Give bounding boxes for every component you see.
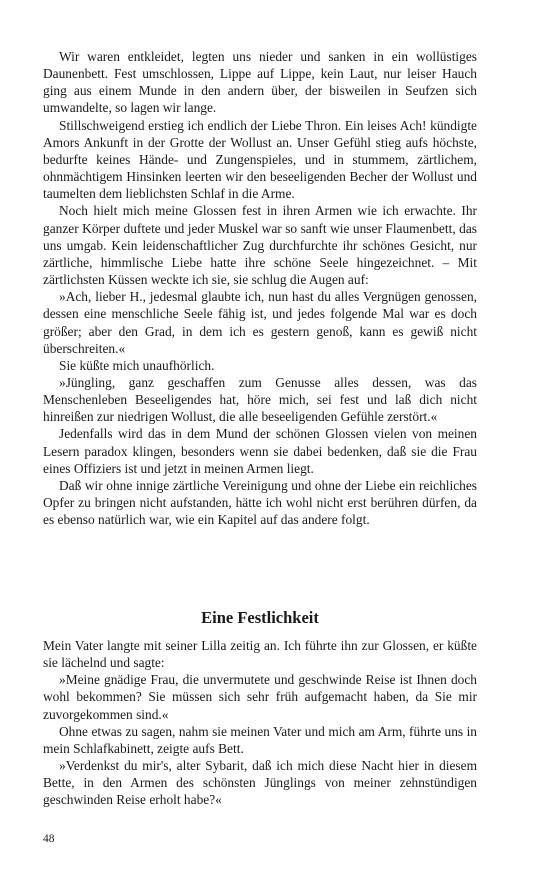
paragraph: Wir waren entkleidet, legten uns nieder und sanken in ein wollüstiges Daunenbett. Fest umschlossen, Lippe auf Lippe, kein Laut, nur leiser Hauch ging aus einem Munde in den andern über, der bisweilen in Seufzen sich umwandelte, so lagen wir lange. xyxy=(43,49,477,116)
body-text-top xyxy=(43,48,477,528)
paragraph: Sie küßte mich unaufhörlich. xyxy=(59,357,215,373)
paragraph: »Verdenkst du mir's, alter Sybarit, daß ich mich diese Nacht hier in diesem Bette, in den Armen des schönsten Jünglings von meiner zehnstündigen geschwinden Reise erholt habe?« xyxy=(43,758,477,808)
paragraph: Stillschweigend erstieg ich endlich der Liebe Thron. Ein leises Ach! kündigte Amors Ankunft in der Grotte der Wollust an. Unser Gefühl stieg aufs höchste, bedurfte keines Hände- und Zungenspieles, und in stummem, zärtlichem, ohnmächtigem Hinsinken leerten wir den beseeligenden Becher der Wollust und taumelten dem lieblichsten Schlaf in die Arme. xyxy=(43,117,477,202)
body-text-bottom xyxy=(43,637,477,809)
paragraph: Ohne etwas zu sagen, nahm sie meinen Vater und mich am Arm, führte uns in mein Schlafkabinett, zeigte aufs Bett. xyxy=(43,723,477,756)
paragraph: Noch hielt mich meine Glossen fest in ihren Armen wie ich erwachte. Ihr ganzer Körper duftete und jeder Muskel war so sanft wie unser Flaumenbett, das uns umgab. Kein leidenschaftlicher Zug durchfurchte ihr schönes Gesicht, nur zärtliche, himmlische Liebe hatte ihre schöne Seele hingezeichnet. – Mit zärtlichsten Küssen weckte ich sie, sie schlug die Augen auf: xyxy=(43,203,477,288)
paragraph: »Ach, lieber H., jedesmal glaubte ich, nun hast du alles Vergnügen genossen, dessen eine menschliche Seele fähig ist, und jedes folgende Mal war es doch größer; aber den Grad, in dem ich es gestern genoß, kann es gewiß nicht überschreiten.« xyxy=(43,289,477,356)
paragraph: Jedenfalls wird das in dem Mund der schönen Glossen vielen von meinen Lesern paradox klingen, besonders wenn sie dabei bedenken, daß sie die Frau eines Offiziers ist und jetzt in meinen Armen liegt. xyxy=(43,426,477,476)
page-number: 48 xyxy=(43,833,55,845)
paragraph: Mein Vater langte mit seiner Lilla zeitig an. Ich führte ihn zur Glossen, er küßte sie lächelnd und sagte: xyxy=(43,638,477,671)
paragraph: Daß wir ohne innige zärtliche Vereinigung und ohne der Liebe ein reichliches Opfer zu bringen nicht aufstanden, hätte ich wohl nicht erst berühren dürfen, da es ebenso natürlich war, wie ein Kapitel auf das andere folgt. xyxy=(43,477,477,528)
paragraph: »Meine gnädige Frau, die unvermutete und geschwinde Reise ist Ihnen doch wohl bekommen? Sie müssen sich sehr früh aufgemacht haben, da Sie mir zuvorgekommen sind.« xyxy=(43,672,477,722)
paragraph: »Jüngling, ganz geschaffen zum Genusse alles dessen, was das Menschenleben Beseeligendes hat, höre mich, sei fest und laß dich nicht hinreißen zur niedrigen Wollust, die alle beseeligenden Gefühle zerstört.« xyxy=(43,374,477,425)
chapter-title: Eine Festlichkeit xyxy=(201,608,319,627)
